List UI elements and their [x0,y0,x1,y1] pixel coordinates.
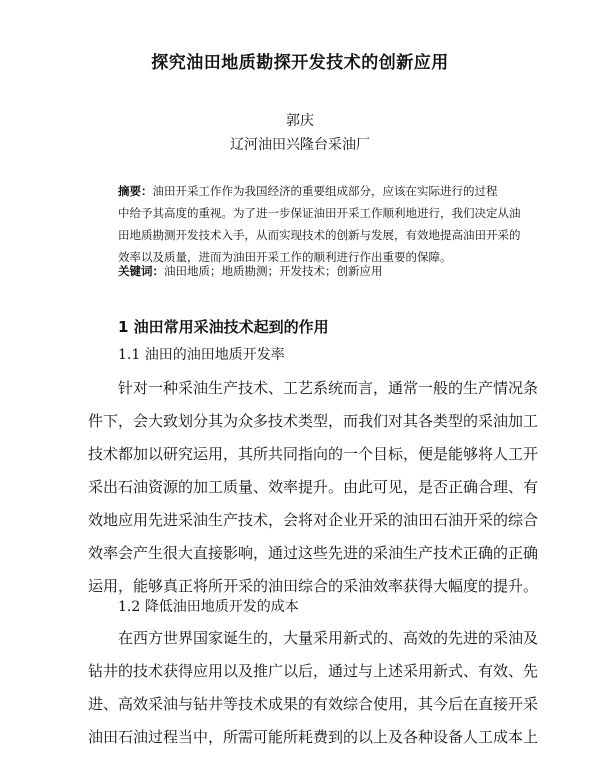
subsection-heading: 1.1 油田的油田地质开发率 [118,347,285,363]
body-paragraph [88,622,539,754]
keywords [118,263,510,279]
keywords-label: 关键词： [118,264,164,278]
paragraph-line: 针对一种采油生产技术、工艺系统而言，通常一般的生产情况条 [118,379,539,397]
paper-title: 探究油田地质勘探开发技术的创新应用 [151,53,449,73]
paragraph-line: 油田石油过程当中，所需可能所耗费到的以上及各种设备人工成本上 [88,728,539,746]
keywords-text: 油田地质；地质勘测；开发技术；创新应用 [164,264,383,278]
author-name: 郭庆 [286,113,314,129]
abstract-line: 效率以及质量，进而为油田开采工作的顺利进行作出重要的保障。 [118,250,452,264]
paragraph-line: 件下，会大致划分其为众多技术类型，而我们对其各类型的采油加工 [88,412,539,430]
abstract-label: 摘要： [118,184,153,198]
paragraph-line: 在西方世界国家诞生的，大量采用新式的、高效的先进的采油及 [118,629,539,647]
abstract-text: 油田开采工作作为我国经济的重要组成部分，应该在实际进行的过程 [152,184,498,198]
paragraph-line: 技术都加以研究运用，其所共同指向的一个目标，便是能够将人工开 [88,445,539,463]
paragraph-line: 效地应用先进采油生产技术，会将对企业开采的油田石油开采的综合 [88,511,539,529]
body-paragraph [88,372,539,603]
abstract [118,180,521,268]
paragraph-line: 效率会产生很大直接影响，通过这些先进的采油生产技术正确的正确 [88,544,539,562]
abstract-line: 田地质勘测开发技术入手，从而实现技术的创新与发展，有效地提高油田开采的 [118,228,521,242]
paragraph-line: 钻井的技术获得应用以及推广以后，通过与上述采用新式、有效、先 [88,662,539,680]
paragraph-line: 进、高效采油与钻井等技术成果的有效综合使用，其今后在直接开采 [88,695,539,713]
abstract-line: 中给予其高度的重视。为了进一步保证油田开采工作顺利地进行，我们决定从油 [118,206,521,220]
subsection-heading: 1.2 降低油田地质开发的成本 [118,599,299,615]
abstract-line [118,180,510,202]
author-affiliation: 辽河油田兴隆台采油厂 [230,137,370,153]
paragraph-line: 运用，能够真正将所开采的油田综合的采油效率获得大幅度的提升。 [88,577,539,595]
section-heading: 1 油田常用采油技术起到的作用 [118,318,329,336]
paragraph-line: 采出石油资源的加工质量、效率提升。由此可见，是否正确合理、有 [88,478,539,496]
